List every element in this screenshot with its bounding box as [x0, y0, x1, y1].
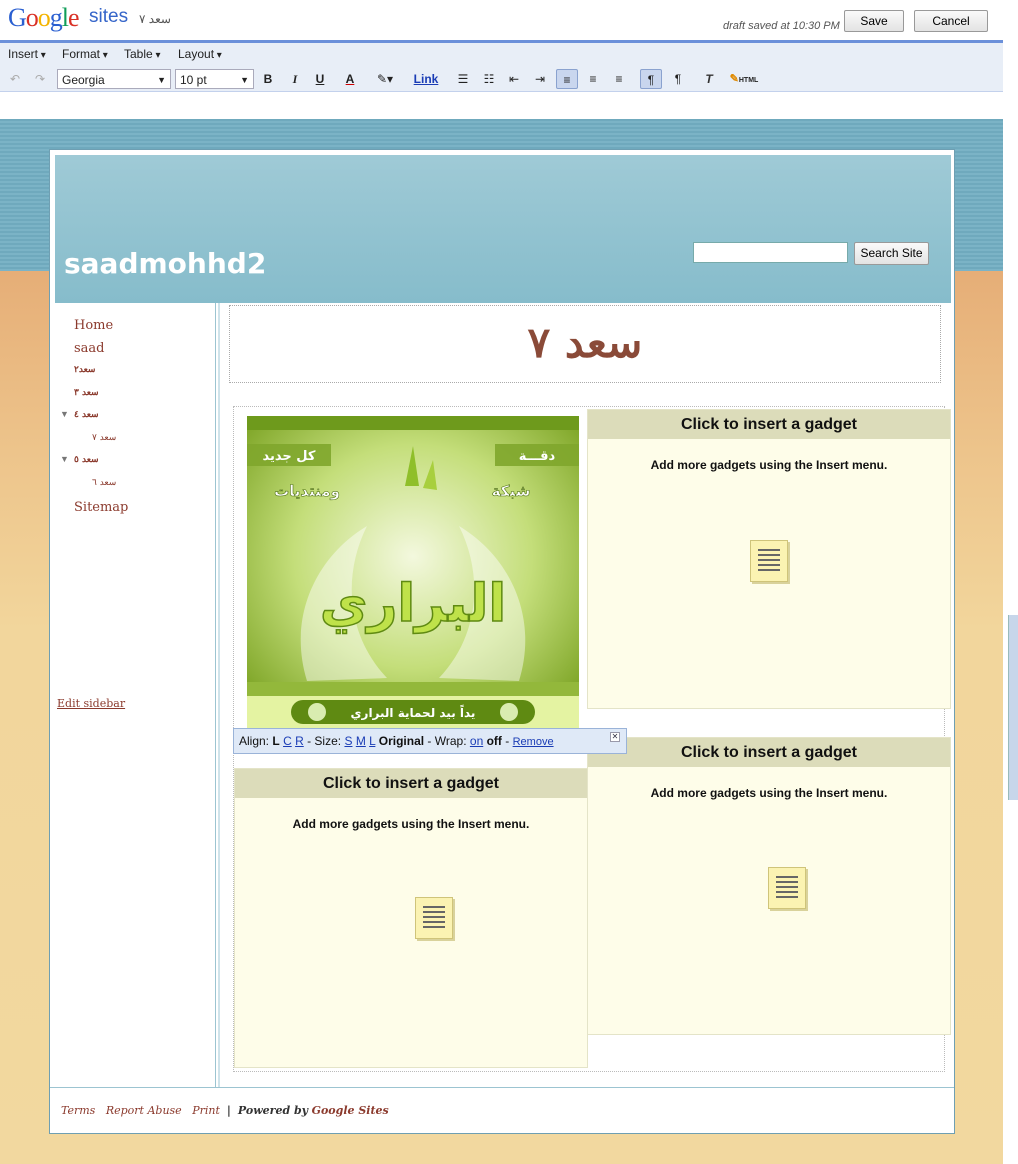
- albarari-banner-image: [247, 416, 579, 728]
- site-title[interactable]: saadmohhd2: [64, 247, 267, 280]
- rtl-direction-icon[interactable]: ¶: [674, 72, 682, 86]
- bold-button[interactable]: B: [263, 72, 273, 86]
- search-site-button[interactable]: Search Site: [854, 242, 929, 265]
- handshake-icon: [308, 703, 326, 721]
- image-align-left[interactable]: L: [272, 734, 280, 748]
- menu-format[interactable]: Format ▾: [62, 47, 108, 61]
- scrollbar[interactable]: [1008, 615, 1018, 800]
- underline-button[interactable]: U: [315, 72, 325, 86]
- editing-page-name: سعد ٧: [139, 12, 171, 26]
- image-wrap-label: - Wrap:: [427, 734, 467, 748]
- close-icon[interactable]: ✕: [611, 732, 619, 741]
- sidebar-item-saad2[interactable]: سعد٢: [74, 365, 96, 375]
- italic-button[interactable]: I: [292, 72, 298, 86]
- image-properties-bubble: Align: L C R - Size: S M L Original - Wrap: on off - Remove ✕: [233, 728, 627, 754]
- image-wrap-off[interactable]: off: [486, 734, 502, 748]
- text-color-button[interactable]: A: [345, 72, 355, 86]
- align-left-icon[interactable]: ≡: [556, 69, 578, 89]
- sites-logo-text[interactable]: sites: [89, 6, 129, 27]
- expand-triangle-icon[interactable]: ▼: [60, 409, 69, 419]
- pencil-icon: ✎: [729, 73, 739, 85]
- image-size-label: - Size:: [307, 734, 342, 748]
- editor-toolbar: [0, 65, 1003, 92]
- footer-print-link[interactable]: Print: [192, 1104, 220, 1117]
- numbered-list-icon[interactable]: ☰: [457, 72, 469, 86]
- image-size-large[interactable]: L: [369, 734, 376, 748]
- footer-divider: [50, 1087, 954, 1088]
- image-size-small[interactable]: S: [344, 734, 353, 748]
- site-header: [55, 155, 951, 303]
- cancel-button[interactable]: Cancel: [914, 10, 988, 32]
- sidebar-item-saad7[interactable]: سعد ٧: [92, 433, 117, 443]
- undo-icon[interactable]: ↶: [9, 72, 21, 86]
- indent-more-icon[interactable]: ⇥: [534, 72, 546, 86]
- page-title-box[interactable]: [229, 305, 941, 383]
- footer-google-sites-link[interactable]: Google Sites: [311, 1104, 389, 1117]
- image-text-mid-left: ومنتديات: [274, 482, 340, 500]
- google-logo[interactable]: Google: [8, 3, 79, 32]
- sidebar-item-saad5[interactable]: سعد ٥: [74, 455, 99, 465]
- align-center-icon[interactable]: ≡: [589, 72, 597, 86]
- draft-status: draft saved at 10:30 PM: [723, 20, 840, 32]
- image-align-right[interactable]: R: [295, 734, 304, 748]
- gadget-document-icon: [750, 540, 788, 582]
- edit-html-label: HTML: [738, 77, 759, 84]
- image-text-top-right: دقـــة: [518, 449, 556, 464]
- edit-sidebar-link[interactable]: Edit sidebar: [57, 697, 126, 710]
- image-align-center[interactable]: C: [283, 734, 292, 748]
- gadget-hint: Add more gadgets using the Insert menu.: [650, 786, 888, 800]
- font-family-select[interactable]: Georgia ▼: [57, 69, 171, 89]
- sidebar-item-saad[interactable]: saad: [74, 341, 105, 356]
- sidebar-item-saad3[interactable]: سعد ٣: [74, 388, 99, 398]
- highlight-color-icon[interactable]: ✎▾: [376, 72, 394, 86]
- gadget-hint: Add more gadgets using the Insert menu.: [292, 817, 530, 831]
- handshake-icon: [500, 703, 518, 721]
- footer-report-abuse-link[interactable]: Report Abuse: [105, 1104, 182, 1117]
- footer-powered-by: Powered by: [237, 1104, 309, 1117]
- link-button[interactable]: Link: [413, 72, 439, 86]
- image-text-bottom: يداً بيد لحماية البراري: [350, 706, 476, 720]
- sidebar: [50, 303, 216, 1088]
- search-input[interactable]: [693, 242, 848, 263]
- font-size-select[interactable]: 10 pt ▼: [175, 69, 254, 89]
- sidebar-divider: [218, 303, 220, 1088]
- editor-menubar: [0, 43, 1003, 65]
- footer-separator: |: [226, 1104, 231, 1117]
- align-right-icon[interactable]: ≡: [615, 72, 623, 86]
- bulleted-list-icon[interactable]: ☷: [483, 72, 495, 86]
- sidebar-item-saad4[interactable]: سعد ٤: [74, 410, 99, 420]
- gadget-insert-header[interactable]: Click to insert a gadget: [588, 410, 950, 439]
- indent-less-icon[interactable]: ⇤: [508, 72, 520, 86]
- gadget-placeholder[interactable]: [587, 737, 951, 1035]
- image-wrap-on[interactable]: on: [469, 734, 484, 748]
- gadget-insert-header[interactable]: Click to insert a gadget: [235, 769, 587, 798]
- expand-triangle-icon[interactable]: ▼: [60, 454, 69, 464]
- ltr-direction-icon[interactable]: ¶: [640, 69, 662, 89]
- menu-layout[interactable]: Layout ▾: [178, 47, 222, 61]
- gadget-placeholder[interactable]: [234, 768, 588, 1068]
- sidebar-item-home[interactable]: Home: [74, 318, 114, 333]
- edit-html-button[interactable]: [727, 69, 761, 89]
- gadget-placeholder[interactable]: [587, 409, 951, 709]
- image-remove-link[interactable]: Remove: [512, 736, 554, 748]
- embedded-image[interactable]: [247, 416, 579, 728]
- window-edge: [1003, 0, 1018, 1164]
- gadget-hint: Add more gadgets using the Insert menu.: [650, 458, 888, 472]
- clear-formatting-icon[interactable]: T: [705, 72, 713, 86]
- gadget-insert-header[interactable]: Click to insert a gadget: [588, 738, 950, 767]
- image-size-medium[interactable]: M: [355, 734, 366, 748]
- image-text-top-left: كل جديد: [262, 449, 316, 464]
- save-button[interactable]: Save: [844, 10, 904, 32]
- page-title[interactable]: سعد ٧: [527, 318, 643, 367]
- redo-icon[interactable]: ↷: [34, 72, 46, 86]
- image-align-label: Align:: [239, 734, 270, 748]
- gadget-document-icon: [768, 867, 806, 909]
- gadget-document-icon: [415, 897, 453, 939]
- footer-terms-link[interactable]: Terms: [61, 1104, 96, 1117]
- menu-table[interactable]: Table ▾: [124, 47, 161, 61]
- image-logo-word: البراري: [319, 574, 507, 634]
- sidebar-item-saad6[interactable]: سعد ٦: [92, 478, 117, 488]
- image-size-original[interactable]: Original: [378, 734, 425, 748]
- site-footer: [61, 1104, 389, 1117]
- image-text-mid-right: شبكة: [491, 482, 531, 500]
- site-page: [49, 149, 955, 1134]
- menu-insert[interactable]: Insert ▾: [8, 47, 46, 61]
- sidebar-item-sitemap[interactable]: Sitemap: [74, 500, 129, 515]
